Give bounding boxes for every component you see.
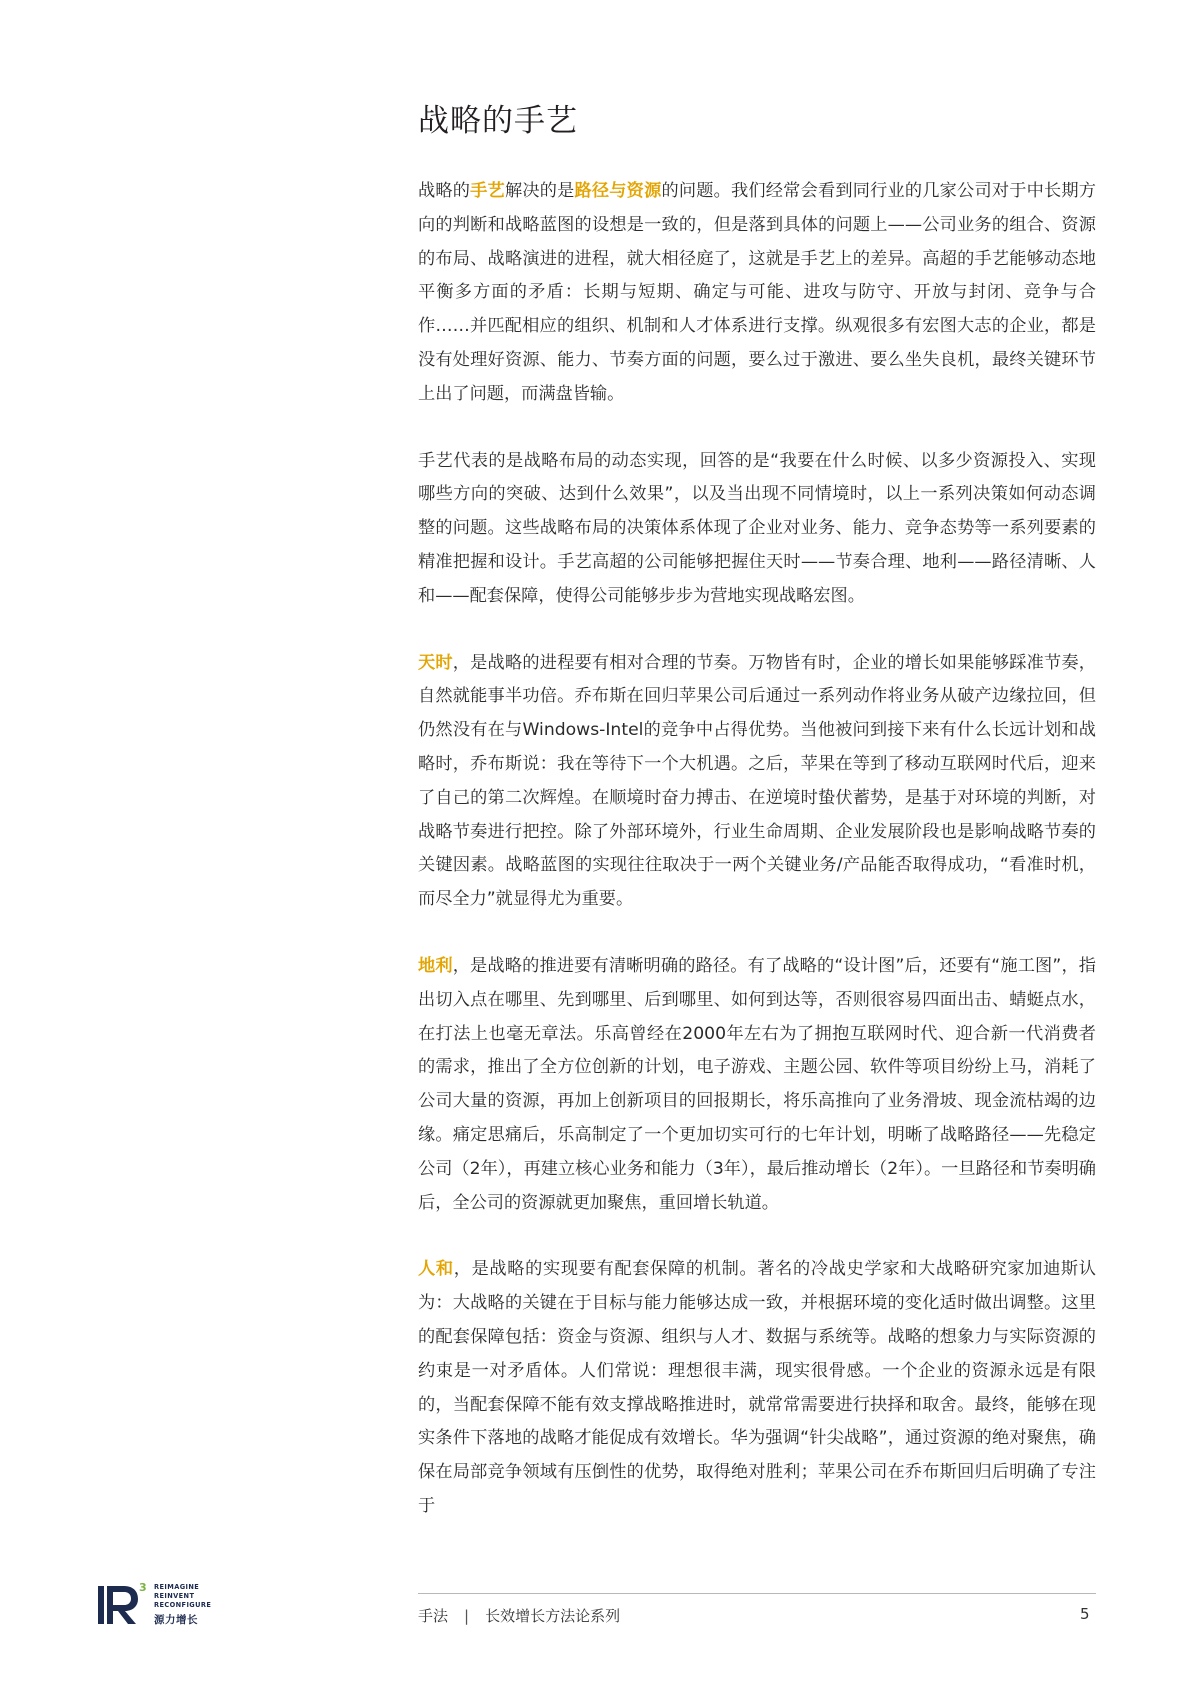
footer-section: 手法 xyxy=(418,1607,449,1625)
page-number: 5 xyxy=(1080,1605,1090,1623)
paragraph xyxy=(418,950,1096,1220)
page-title: 战略的手艺 xyxy=(418,103,578,139)
logo-line-reinvent: REINVENT xyxy=(154,1592,195,1600)
footer-caption xyxy=(418,1605,620,1626)
footer-divider xyxy=(418,1593,1096,1594)
paragraph-text: ，是战略的推进要有清晰明确的路径。有了战略的“设计图”后，还要有“施工图”，指出切入点在哪里、先到哪里、后到哪里、如何到达等，否则很容易四面出击、蜻蜓点水，在打法上也毫无章法。乐高曾经在2000年左右为了拥抱互联网时代、迎合新一代消费者的需求，推出了全方位创新的计划，电子游戏、主题公园、软件等项目纷纷上马，消耗了公司大量的资源，再加上创新项目的回报期长，将乐高推向了业务滑坡、现金流枯竭的边缘。痛定思痛后，乐高制定了一个更加切实可行的七年计划，明晰了战略路径——先稳定公司（2年），再建立核心业务和能力（3年），最后推动增长（2年）。一旦路径和节奏明确后，全公司的资源就更加聚焦，重回增长轨道。 xyxy=(418,955,1096,1213)
highlight-term: 路径与资源 xyxy=(574,181,662,201)
footer-series: 长效增长方法论系列 xyxy=(485,1607,621,1625)
paragraph xyxy=(418,647,1096,917)
brand-logo xyxy=(96,1580,226,1630)
footer-separator: | xyxy=(464,1607,470,1625)
paragraph xyxy=(418,175,1096,412)
article-body xyxy=(418,175,1096,1557)
highlight-term: 地利 xyxy=(418,955,453,976)
logo-line-reimagine: REIMAGINE xyxy=(154,1583,200,1591)
paragraph-text: 手艺代表的是战略布局的动态实现，回答的是“我要在什么时候、以多少资源投入、实现哪些方向的突破、达到什么效果”，以及当出现不同情境时，以上一系列决策如何动态调整的问题。这些战略布局的决策体系体现了企业对业务、能力、竞争态势等一系列要素的精准把握和设计。手艺高超的公司能够把握住天时——节奏合理、地利——路径清晰、人和——配套保障，使得公司能够步步为营地实现战略宏图。 xyxy=(418,450,1096,606)
logo-line-reconfigure: RECONFIGURE xyxy=(154,1601,212,1609)
r3-logo-icon xyxy=(96,1580,148,1628)
logo-superscript: 3 xyxy=(139,1581,147,1594)
paragraph-text: ，是战略的进程要有相对合理的节奏。万物皆有时，企业的增长如果能够踩准节奏，自然就能事半功倍。乔布斯在回归苹果公司后通过一系列动作将业务从破产边缘拉回，但仍然没有在与Windows-Intel的竞争中占得优势。当他被问到接下来有什么长远计划和战略时，乔布斯说：我在等待下一个大机遇。之后，苹果在等到了移动互联网时代后，迎来了自己的第二次辉煌。在顺境时奋力搏击、在逆境时蛰伏蓄势，是基于对环境的判断，对战略节奏进行把控。除了外部环境外，行业生命周期、企业发展阶段也是影响战略节奏的关键因素。战略蓝图的实现往往取决于一两个关键业务/产品能否取得成功，“看准时机，而尽全力”就显得尤为重要。 xyxy=(418,652,1096,910)
paragraph xyxy=(418,1253,1096,1523)
highlight-term: 人和 xyxy=(418,1259,454,1280)
paragraph-text: ，是战略的实现要有配套保障的机制。著名的冷战史学家和大战略研究家加迪斯认为：大战略的关键在于目标与能力能够达成一致，并根据环境的变化适时做出调整。这里的配套保障包括：资金与资源、组织与人才、数据与系统等。战略的想象力与实际资源的约束是一对矛盾体。人们常说：理想很丰满，现实很骨感。一个企业的资源永远是有限的，当配套保障不能有效支撑战略推进时，就常常需要进行抉择和取舍。最终，能够在现实条件下落地的战略才能促成有效增长。华为强调“针尖战略”，通过资源的绝对聚焦，确保在局部竞争领域有压倒性的优势，取得绝对胜利；苹果公司在乔布斯回归后明确了专注于 xyxy=(418,1259,1096,1516)
logo-name-cn: 源力增长 xyxy=(154,1614,198,1626)
paragraph-text: 的问题。我们经常会看到同行业的几家公司对于中长期方向的判断和战略蓝图的设想是一致的，但是落到具体的问题上——公司业务的组合、资源的布局、战略演进的进程，就大相径庭了，这就是手艺上的差异。高超的手艺能够动态地平衡多方面的矛盾：长期与短期、确定与可能、进攻与防守、开放与封闭、竞争与合作……并匹配相应的组织、机制和人才体系进行支撑。纵观很多有宏图大志的企业，都是没有处理好资源、能力、节奏方面的问题，要么过于激进、要么坐失良机，最终关键环节上出了问题，而满盘皆输。 xyxy=(418,181,1096,404)
paragraph xyxy=(418,445,1096,614)
highlight-term: 天时 xyxy=(418,652,453,673)
paragraph-text: 解决的是 xyxy=(504,181,575,201)
highlight-term: 手艺 xyxy=(470,181,505,201)
logo-tagline xyxy=(154,1583,211,1610)
paragraph-text: 战略的 xyxy=(418,181,471,201)
